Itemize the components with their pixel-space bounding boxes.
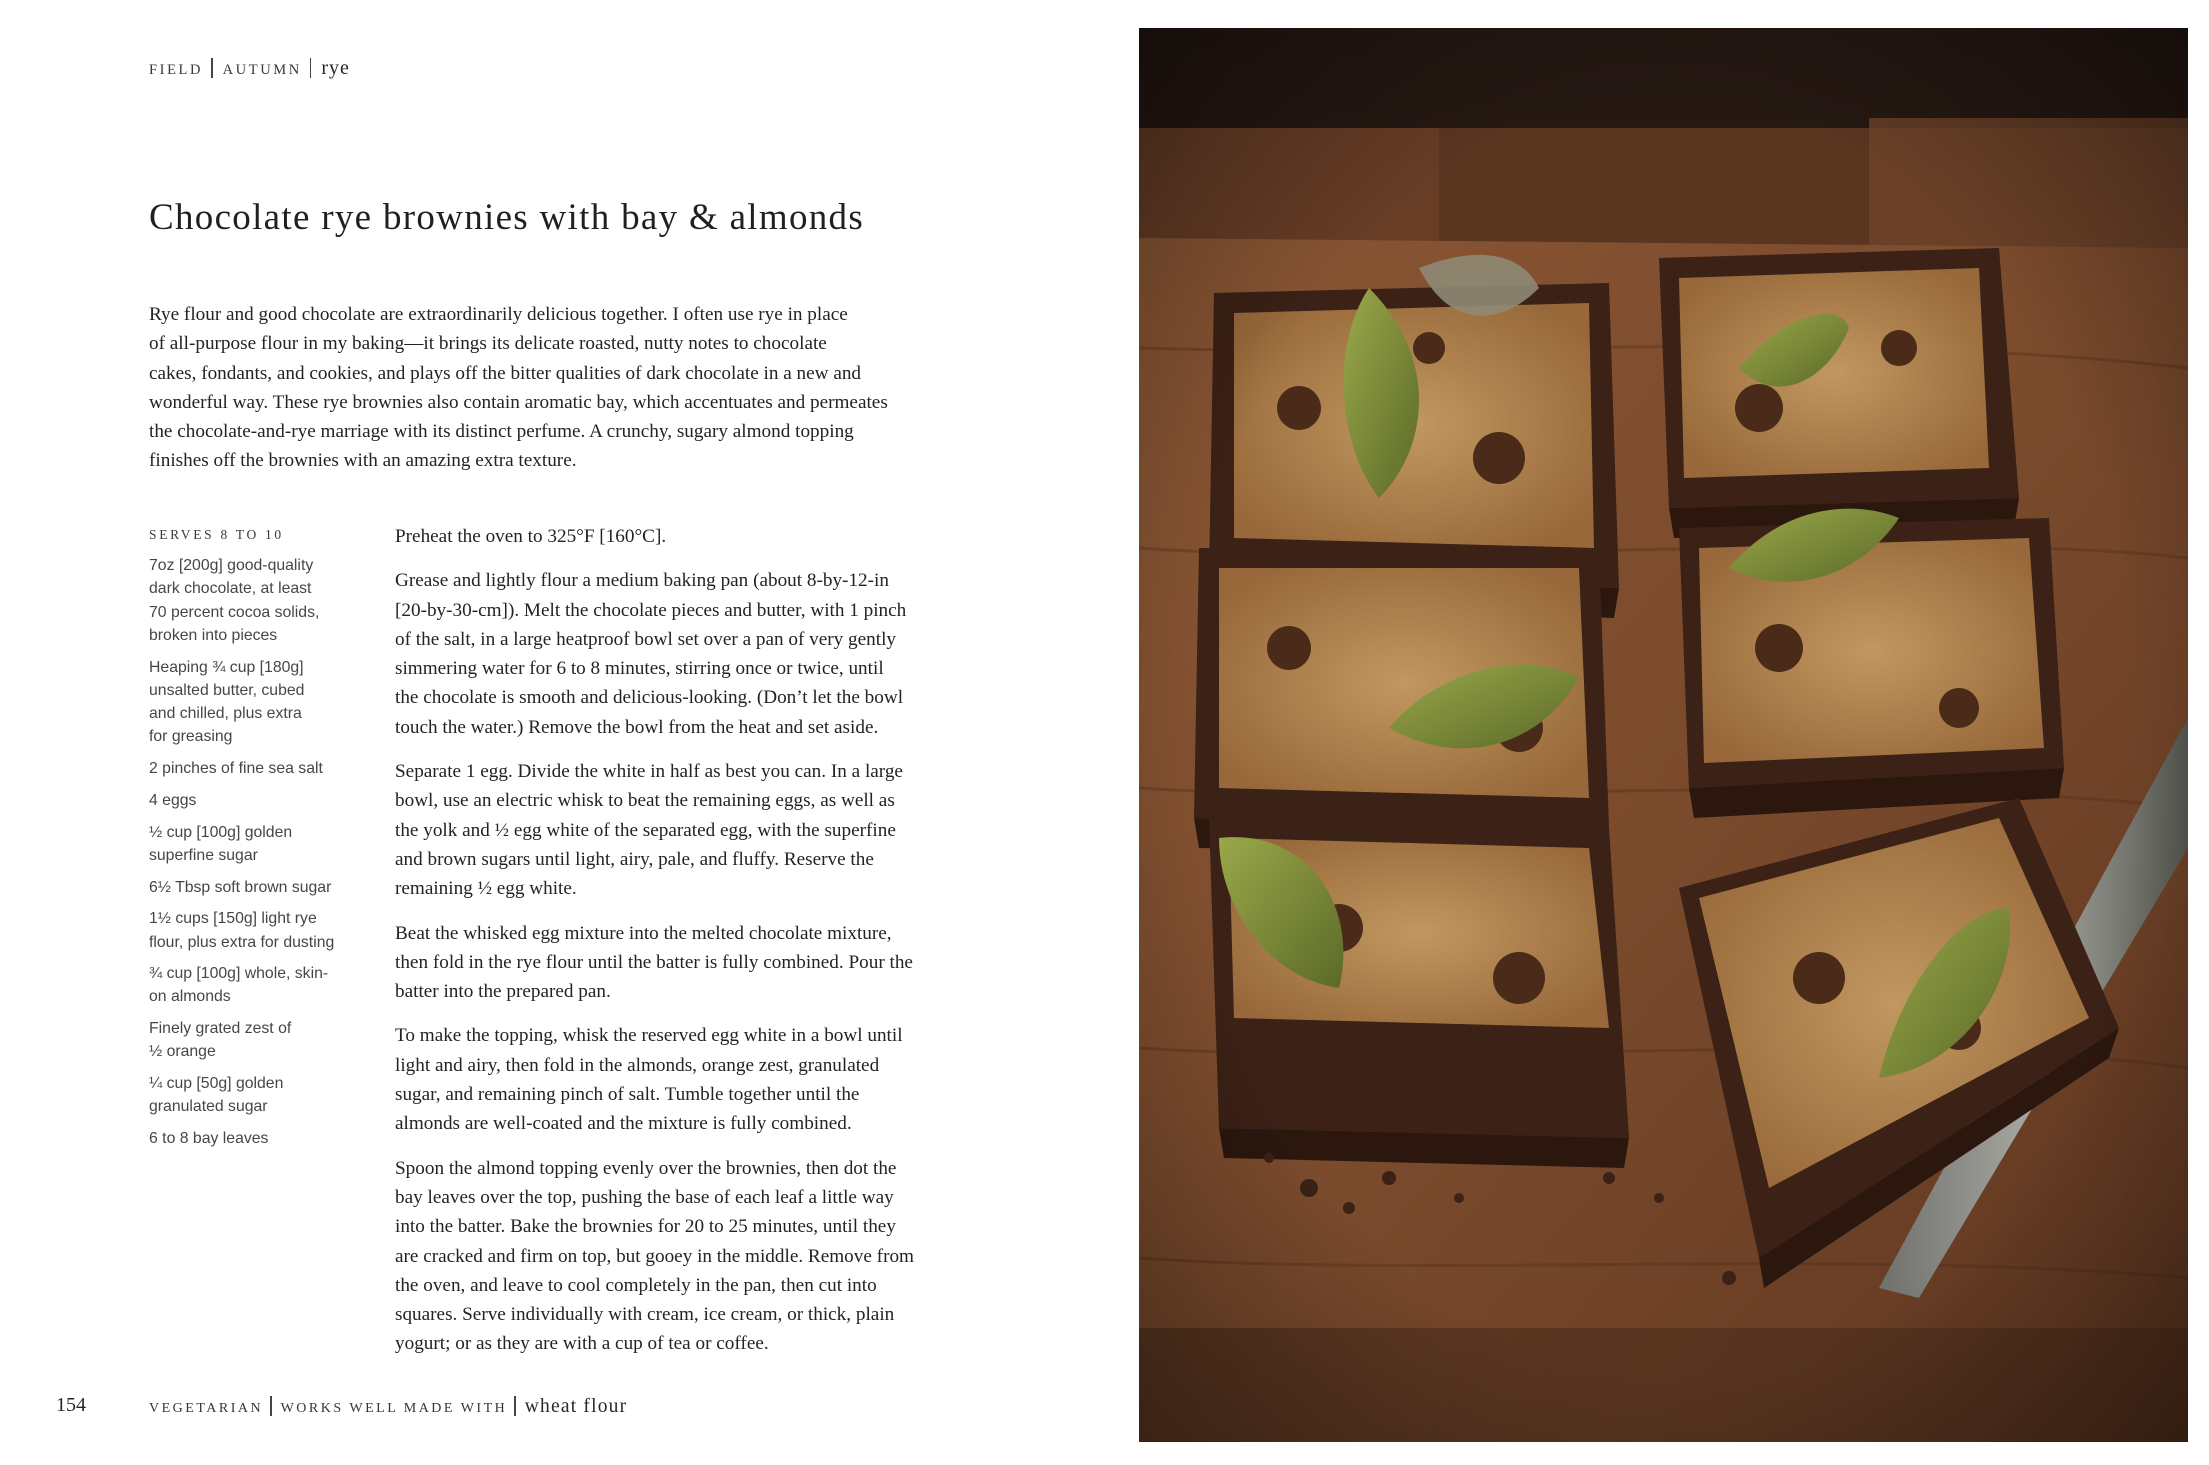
ingredients-panel [149,526,371,1159]
method-step [395,1021,969,1138]
running-head-divider [211,58,213,78]
ingredient-line: granulated sugar [149,1098,268,1116]
ingredient-item [149,876,371,899]
method-line: Separate 1 egg. Divide the white in half as best you can. In a large [395,761,903,783]
ingredient-line: ½ orange [149,1043,216,1061]
brownies-photo-illustration [1139,28,2188,1442]
ingredient-line: 1½ cups [150g] light rye [149,910,317,928]
intro-line: cakes, fondants, and cookies, and plays off the bitter qualities of dark chocolate in a new and [149,362,862,384]
ingredient-item [149,757,371,780]
method-line: [20-by-30-cm]). Melt the chocolate pieces and butter, with 1 pinch [395,599,907,621]
ingredient-line: unsalted butter, cubed [149,681,305,699]
ingredient-line: 2 pinches of fine sea salt [149,760,323,778]
method-line: simmering water for 6 to 8 minutes, stirring once or twice, until [395,658,884,680]
running-head-divider [310,58,312,78]
method-line: and brown sugars until light, airy, pale, and fluffy. Reserve the [395,848,874,870]
ingredient-line: flour, plus extra for dusting [149,933,335,951]
method-line: Spoon the almond topping evenly over the brownies, then dot the [395,1157,897,1179]
method-line: of the salt, in a large heatproof bowl set over a pan of very gently [395,628,897,650]
method-line: Grease and lightly flour a medium baking pan (about 8-by-12-in [395,570,889,592]
ingredient-line: Heaping ¾ cup [180g] [149,658,304,676]
ingredient-item [149,789,371,812]
running-head-topic: rye [321,57,350,79]
ingredient-item [149,1072,371,1119]
method-line: the yolk and ½ egg white of the separated egg, with the superfine [395,819,896,841]
method-line: almonds are well-coated and the mixture is fully combined. [395,1113,852,1135]
running-head-season: AUTUMN [222,62,302,78]
method-line: light and airy, then fold in the almonds, orange zest, granulated [395,1054,880,1076]
method-line: To make the topping, whisk the reserved egg white in a bowl until [395,1025,903,1047]
ingredient-line: superfine sugar [149,846,258,864]
method-line: sugar, and remaining pinch of salt. Tumble together until the [395,1084,860,1106]
ingredient-line: ¼ cup [50g] golden [149,1075,284,1093]
method-line: remaining ½ egg white. [395,878,577,900]
ingredient-line: on almonds [149,988,231,1006]
footer-topic: wheat flour [524,1396,628,1417]
ingredient-item [149,821,371,868]
method-line: Beat the whisked egg mixture into the melted chocolate mixture, [395,922,892,944]
method-line: bay leaves over the top, pushing the base of each leaf a little way [395,1186,894,1208]
ingredient-line: Finely grated zest of [149,1020,292,1038]
ingredient-line: 6 to 8 bay leaves [149,1130,269,1148]
ingredient-item [149,656,371,749]
recipe-intro [149,300,969,476]
ingredient-line: dark chocolate, at least [149,580,312,598]
serves-label: SERVES 8 TO 10 [149,527,284,542]
footer-tag-vegetarian: VEGETARIAN [149,1401,264,1416]
method-line: yogurt; or as they are with a cup of tea or coffee. [395,1333,769,1355]
brownies-photo [1139,28,2188,1442]
ingredient-item [149,907,371,954]
ingredient-line: and chilled, plus extra [149,705,302,723]
method-line: the chocolate is smooth and delicious-looking. (Don’t let the bowl [395,687,904,709]
ingredient-line: 6½ Tbsp soft brown sugar [149,878,332,896]
method-step [395,919,969,1007]
ingredient-line: 70 percent cocoa solids, [149,603,320,621]
running-head-section: FIELD [149,62,204,78]
ingredient-line: for greasing [149,728,233,746]
intro-line: of all-purpose flour in my baking—it brings its delicate roasted, nutty notes to chocolate [149,333,827,355]
intro-line: finishes off the brownies with an amazing extra texture. [149,450,577,472]
method-line: into the batter. Bake the brownies for 20 to 25 minutes, until they [395,1216,896,1238]
ingredient-line: broken into pieces [149,626,278,644]
footer-divider [270,1396,272,1416]
ingredient-line: 4 eggs [149,791,197,809]
method-line: bowl, use an electric whisk to beat the remaining eggs, as well as [395,790,895,812]
ingredient-line: ½ cup [100g] golden [149,823,293,841]
ingredient-list [149,554,371,1150]
recipe-title: Chocolate rye brownies with bay & almonds [149,197,865,238]
intro-line: Rye flour and good chocolate are extraordinarily delicious together. I often use rye in place [149,304,848,325]
method-line: squares. Serve individually with cream, ice cream, or thick, plain [395,1304,895,1326]
ingredient-item [149,1127,371,1150]
method-line: touch the water.) Remove the bowl from the heat and set aside. [395,716,879,738]
method-line: batter into the prepared pan. [395,981,611,1003]
method-step [395,1154,969,1359]
footer-tags [149,1396,627,1418]
method-line: Preheat the oven to 325°F [160°C]. [395,526,667,547]
method-step [395,522,969,551]
ingredient-item [149,1017,371,1064]
footer-tag-works-well: WORKS WELL MADE WITH [280,1401,508,1416]
intro-line: the chocolate-and-rye marriage with its distinct perfume. A crunchy, sugary almond topping [149,421,854,443]
method-step [395,566,969,742]
method-line: are cracked and firm on top, but gooey in the middle. Remove from [395,1245,914,1267]
ingredient-item [149,554,371,647]
page-number: 154 [56,1394,86,1416]
method-step [395,757,969,903]
method-steps [395,522,969,1374]
footer-divider [514,1396,516,1416]
ingredient-line: 7oz [200g] good-quality [149,557,314,574]
intro-line: wonderful way. These rye brownies also contain aromatic bay, which accentuates and permeates [149,391,888,413]
running-head [149,57,350,80]
method-line: then fold in the rye flour until the batter is fully combined. Pour the [395,951,913,973]
ingredient-item [149,962,371,1009]
ingredient-line: ¾ cup [100g] whole, skin- [149,965,329,983]
method-line: the oven, and leave to cool completely in the pan, then cut into [395,1274,877,1296]
